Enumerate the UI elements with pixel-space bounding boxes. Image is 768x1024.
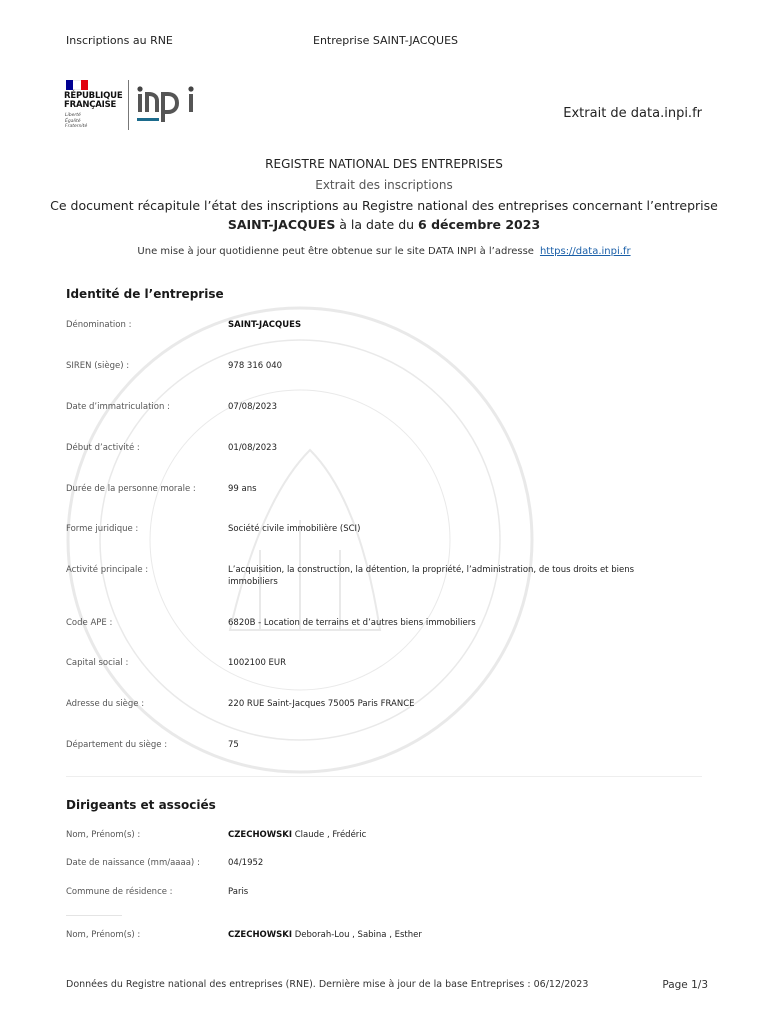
footer-source-note: Données du Registre national des entreprises (RNE). Dernière mise à jour de la base Entreprises : 06/12/2023 bbox=[66, 979, 589, 990]
field-label: Forme juridique : bbox=[66, 524, 139, 534]
director-commune: Paris bbox=[228, 887, 249, 897]
field-value-ape-code: 6820B - Location de terrains et d’autres biens immobiliers bbox=[228, 618, 476, 628]
field-value-duration: 99 ans bbox=[228, 484, 257, 494]
update-note: Une mise à jour quotidienne peut être obtenue sur le site DATA INPI à l’adresse https://data.inpi.fr bbox=[137, 246, 631, 257]
field-value-capital: 1002100 EUR bbox=[228, 658, 287, 668]
company-name: SAINT-JACQUES bbox=[227, 217, 336, 232]
data-inpi-extract-label: Extrait de data.inpi.fr bbox=[563, 106, 702, 121]
data-inpi-link[interactable]: https://data.inpi.fr bbox=[539, 246, 631, 257]
field-label: Durée de la personne morale : bbox=[66, 484, 196, 494]
field-value-registration-date: 07/08/2023 bbox=[228, 402, 277, 412]
field-label: Adresse du siège : bbox=[66, 699, 145, 709]
document-description: Ce document récapitule l’état des inscriptions au Registre national des entreprises concernant l’entreprise bbox=[50, 198, 718, 213]
field-label: Nom, Prénom(s) : bbox=[66, 830, 141, 840]
republique-francaise-logo bbox=[62, 78, 126, 136]
field-label: SIREN (siège) : bbox=[66, 361, 130, 371]
director-name: CZECHOWSKI Deborah-Lou , Sabina , Esther bbox=[228, 930, 422, 940]
field-label: Nom, Prénom(s) : bbox=[66, 930, 141, 940]
field-value-legal-form: Société civile immobilière (SCI) bbox=[228, 524, 361, 534]
extract-date: 6 décembre 2023 bbox=[418, 217, 541, 232]
logo-separator bbox=[128, 80, 129, 130]
inpi-logo bbox=[135, 80, 199, 126]
running-header-center: Entreprise SAINT-JACQUES bbox=[313, 34, 459, 47]
document-title: REGISTRE NATIONAL DES ENTREPRISES bbox=[265, 157, 503, 171]
field-label: Activité principale : bbox=[66, 565, 149, 575]
running-header-left: Inscriptions au RNE bbox=[66, 34, 173, 47]
field-label: Date de naissance (mm/aaaa) : bbox=[66, 858, 200, 868]
field-value-siren: 978 316 040 bbox=[228, 361, 283, 371]
field-label: Capital social : bbox=[66, 658, 129, 668]
field-value-activity-start: 01/08/2023 bbox=[228, 443, 277, 453]
field-label: Dénomination : bbox=[66, 320, 132, 330]
section-divider bbox=[66, 776, 702, 777]
person-divider bbox=[66, 915, 122, 916]
director-birth-date: 04/1952 bbox=[228, 858, 264, 868]
field-value-main-activity: L’acquisition, la construction, la détention, la propriété, l’administration, de tous droits et biens immobiliers bbox=[228, 565, 635, 587]
identity-section-heading: Identité de l’entreprise bbox=[66, 287, 224, 301]
field-label: Code APE : bbox=[66, 618, 113, 628]
field-value-denomination: SAINT-JACQUES bbox=[228, 320, 302, 330]
field-value-department: 75 bbox=[228, 740, 239, 750]
page-number: Page 1/3 bbox=[662, 979, 708, 991]
document-subtitle: Extrait des inscriptions bbox=[315, 178, 453, 192]
field-label: Date d’immatriculation : bbox=[66, 402, 170, 412]
field-label: Commune de résidence : bbox=[66, 887, 173, 897]
field-label: Département du siège : bbox=[66, 740, 168, 750]
field-label: Début d’activité : bbox=[66, 443, 140, 453]
directors-section-heading: Dirigeants et associés bbox=[66, 798, 216, 812]
document-company-date: SAINT-JACQUES à la date du 6 décembre 2023 bbox=[227, 217, 541, 232]
field-value-address: 220 RUE Saint-Jacques 75005 Paris FRANCE bbox=[228, 699, 415, 709]
republique-francaise-text: RÉPUBLIQUE FRANÇAISE bbox=[64, 91, 123, 110]
french-flag-icon bbox=[66, 80, 88, 90]
republique-francaise-motto: Liberté Égalité Fraternité bbox=[65, 113, 88, 129]
director-name: CZECHOWSKI Claude , Frédéric bbox=[228, 830, 367, 840]
